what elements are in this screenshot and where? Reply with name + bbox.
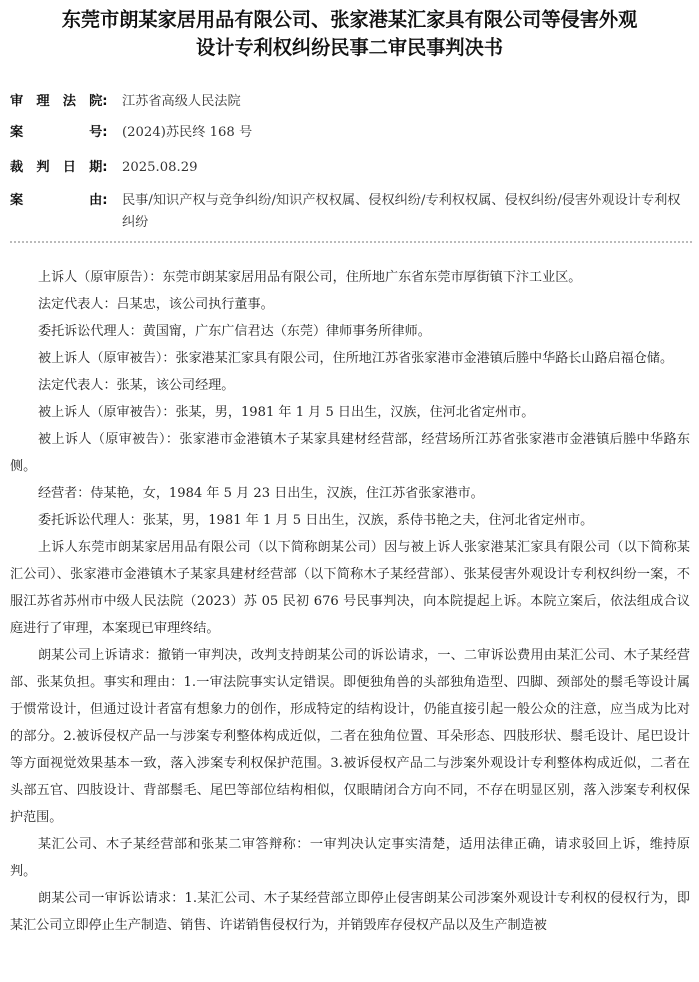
title-line-1: 东莞市朗某家居用品有限公司、张家港某汇家具有限公司等侵害外观 — [61, 8, 638, 31]
divider — [10, 241, 692, 243]
title-line-2: 设计专利权纠纷民事二审民事判决书 — [196, 36, 503, 59]
paragraph: 上诉人东莞市朗某家居用品有限公司（以下简称朗某公司）因与被上诉人张家港某汇家具有限公司（以下简称某汇公司）、张家港市金港镇木子某家具建材经营部（以下简称木子某经营部）、张某侵害外观设计专利权纠纷一案，不服江苏省苏州市中级人民法院（2023）苏 05 民初 676 号民事判决，向本院提起上诉。本院立案后，依法组成合议庭进行了审理，本案现已审理终结。 — [10, 540, 690, 636]
meta-cause-key: 案 由: — [10, 193, 108, 208]
paragraph: 朗某公司上诉请求：撤销一审判决，改判支持朗某公司的诉讼请求，一、二审诉讼费用由某汇公司、木子某经营部、张某负担。事实和理由：1.一审法院事实认定错误。即便独角兽的头部独角造型、四脚、颈部处的鬃毛等设计属于惯常设计，但通过设计者富有想象力的创作，形成特定的结构设计，仍能直接引起一般公众的注意，应当成为比对的部分。2.被诉侵权产品一与涉案专利整体构成近似，二者在独角位置、耳朵形态、四肢形状、鬃毛设计、尾巴设计等方面视觉效果基本一致，落入涉案专利权保护范围。3.被诉侵权产品二与涉案外观设计专利整体构成近似，二者在头部五官、四肢设计、背部鬃毛、尾巴等部位结构相似，仅眼睛闭合方向不同，不存在明显区别，落入涉案专利权保护范围。 — [10, 648, 690, 825]
meta-cause-value: 民事/知识产权与竞争纠纷/知识产权权属、侵权纠纷/专利权权属、侵权纠纷/侵害外观设计专利权纠纷 — [122, 193, 681, 230]
paragraph: 法定代表人：张某，该公司经理。 — [38, 378, 235, 393]
paragraph: 上诉人（原审原告）：东莞市朗某家居用品有限公司，住所地广东省东莞市厚街镇下汴工业区。 — [38, 270, 582, 285]
meta-judgment-date-value: 2025.08.29 — [122, 160, 198, 175]
paragraph: 委托诉讼代理人：黄国甯，广东广信君达（东莞）律师事务所律师。 — [38, 324, 431, 339]
paragraph: 被上诉人（原审被告）：张某，男，1981 年 1 月 5 日出生，汉族，住河北省定州市。 — [38, 405, 535, 420]
paragraph: 法定代表人：吕某忠，该公司执行董事。 — [38, 297, 274, 312]
meta-court-value: 江苏省高级人民法院 — [122, 94, 241, 109]
meta-court-key: 审 理 法 院: — [10, 94, 108, 109]
meta-case-number-key: 案 号: — [10, 125, 108, 140]
meta-judgment-date-key: 裁 判 日 期: — [10, 160, 108, 175]
meta-case-number-value: (2024)苏民终 168 号 — [122, 125, 253, 140]
judgment-body — [10, 264, 690, 939]
paragraph: 被上诉人（原审被告）：张家港市金港镇木子某家具建材经营部，经营场所江苏省张家港市金港镇后塍中华路东侧。 — [10, 432, 690, 474]
paragraph: 某汇公司、木子某经营部和张某二审答辩称：一审判决认定事实清楚，适用法律正确，请求驳回上诉，维持原判。 — [10, 837, 690, 879]
paragraph: 朗某公司一审诉讼请求：1.某汇公司、木子某经营部立即停止侵害朗某公司涉案外观设计专利权的侵权行为，即某汇公司立即停止生产制造、销售、许诺销售侵权行为，并销毁库存侵权产品以及生产制造被 — [10, 891, 690, 933]
document-title — [0, 6, 699, 62]
paragraph: 经营者：侍某艳，女，1984 年 5 月 23 日出生，汉族，住江苏省张家港市。 — [38, 486, 484, 501]
paragraph: 委托诉讼代理人：张某，男，1981 年 1 月 5 日出生，汉族，系侍书艳之夫，住河北省定州市。 — [38, 513, 594, 528]
paragraph: 被上诉人（原审被告）：张家港某汇家具有限公司，住所地江苏省张家港市金港镇后塍中华路长山路启福仓储。 — [38, 351, 674, 366]
